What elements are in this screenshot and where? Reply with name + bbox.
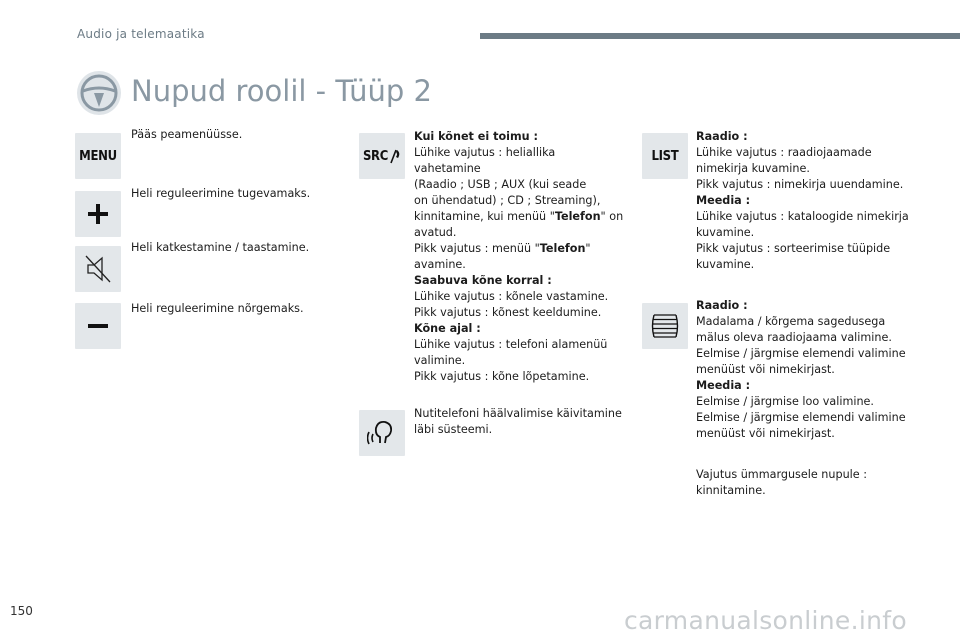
src-line: Pikk vajutus : kõnest keeldumine. (414, 306, 602, 319)
minus-icon (86, 314, 110, 338)
list-line: Lühike vajutus : kataloogide nimekirja (696, 210, 909, 223)
wheel-line: Eelmise / järgmise loo valimine. (696, 395, 874, 408)
thumbwheel-description (696, 298, 916, 442)
plus-button (75, 191, 121, 237)
page-number: 150 (10, 604, 33, 618)
minus-description: Heli reguleerimine nõrgemaks. (131, 302, 304, 315)
mute-button (75, 246, 121, 292)
thumbwheel-button (642, 303, 688, 349)
wheel-heading-radio: Raadio : (696, 299, 748, 312)
src-line-part: " (585, 242, 591, 255)
list-description (696, 129, 916, 273)
plus-description: Heli reguleerimine tugevamaks. (131, 187, 311, 200)
wheel-line: mälus oleva raadiojaama valimine. (696, 331, 892, 344)
wheel-heading-media: Meedia : (696, 379, 751, 392)
src-heading-during-call: Kõne ajal : (414, 322, 481, 335)
voice-line: läbi süsteemi. (414, 423, 493, 436)
voice-recognition-icon (367, 418, 397, 448)
menu-description: Pääs peamenüüsse. (131, 128, 243, 141)
phone-slash-icon (389, 148, 401, 164)
menu-button (75, 133, 121, 179)
page-title: Nupud roolil - Tüüp 2 (131, 74, 432, 108)
plus-icon (86, 202, 110, 226)
src-heading-incoming: Saabuva kõne korral : (414, 274, 552, 287)
src-button-label: SRC (362, 148, 389, 164)
wheel-line: Eelmise / järgmise elemendi valimine (696, 347, 906, 360)
src-line: valimine. (414, 354, 466, 367)
minus-button (75, 303, 121, 349)
list-line: kuvamine. (696, 226, 755, 239)
mute-icon (85, 254, 111, 284)
wheel-line: menüüst või nimekirjast. (696, 363, 835, 376)
src-line-part: " on (600, 210, 624, 223)
list-line: Pikk vajutus : nimekirja uuendamine. (696, 178, 904, 191)
src-line (414, 241, 624, 257)
src-line: Pikk vajutus : kõne lõpetamine. (414, 370, 590, 383)
src-line: on ühendatud) ; CD ; Streaming), (414, 194, 601, 207)
src-description (414, 129, 624, 385)
watermark: carmanualsonline.info (624, 606, 907, 635)
list-line: Lühike vajutus : raadiojaamade (696, 146, 872, 159)
wheel-line: Eelmise / järgmise elemendi valimine (696, 411, 906, 424)
steering-wheel-icon (75, 69, 123, 117)
src-line-part: kinnitamine, kui menüü " (414, 210, 555, 223)
telefon-term: Telefon (554, 210, 601, 223)
voice-button (359, 410, 405, 456)
telefon-term: Telefon (539, 242, 586, 255)
press-line: Vajutus ümmargusele nupule : (696, 468, 867, 481)
thumbwheel-icon (650, 311, 680, 341)
src-line: avatud. (414, 226, 457, 239)
src-line (414, 209, 624, 225)
src-line: Lühike vajutus : telefoni alamenüü (414, 338, 608, 351)
src-heading-no-call: Kui kõnet ei toimu : (414, 130, 538, 143)
src-line: (Raadio ; USB ; AUX (kui seade (414, 178, 587, 191)
wheel-line: Madalama / kõrgema sagedusega (696, 315, 886, 328)
menu-button-label: MENU (79, 148, 117, 164)
src-button (359, 133, 405, 179)
list-heading-radio: Raadio : (696, 130, 748, 143)
header-bar (480, 33, 960, 39)
list-line: Pikk vajutus : sorteerimise tüüpide (696, 242, 891, 255)
list-line: kuvamine. (696, 258, 755, 271)
list-line: nimekirja kuvamine. (696, 162, 810, 175)
src-line: Lühike vajutus : kõnele vastamine. (414, 290, 609, 303)
src-line: avamine. (414, 258, 466, 271)
press-description (696, 467, 916, 499)
section-header: Audio ja telemaatika (77, 27, 205, 41)
mute-description: Heli katkestamine / taastamine. (131, 241, 310, 254)
list-button (642, 133, 688, 179)
list-heading-media: Meedia : (696, 194, 751, 207)
press-line: kinnitamine. (696, 484, 766, 497)
src-line: Lühike vajutus : heliallika vahetamine (414, 146, 556, 175)
voice-line: Nutitelefoni häälvalimise käivitamine (414, 407, 622, 420)
wheel-line: menüüst või nimekirjast. (696, 427, 835, 440)
list-button-label: LIST (651, 148, 679, 164)
voice-description (414, 406, 624, 438)
src-line-part: Pikk vajutus : menüü " (414, 242, 540, 255)
